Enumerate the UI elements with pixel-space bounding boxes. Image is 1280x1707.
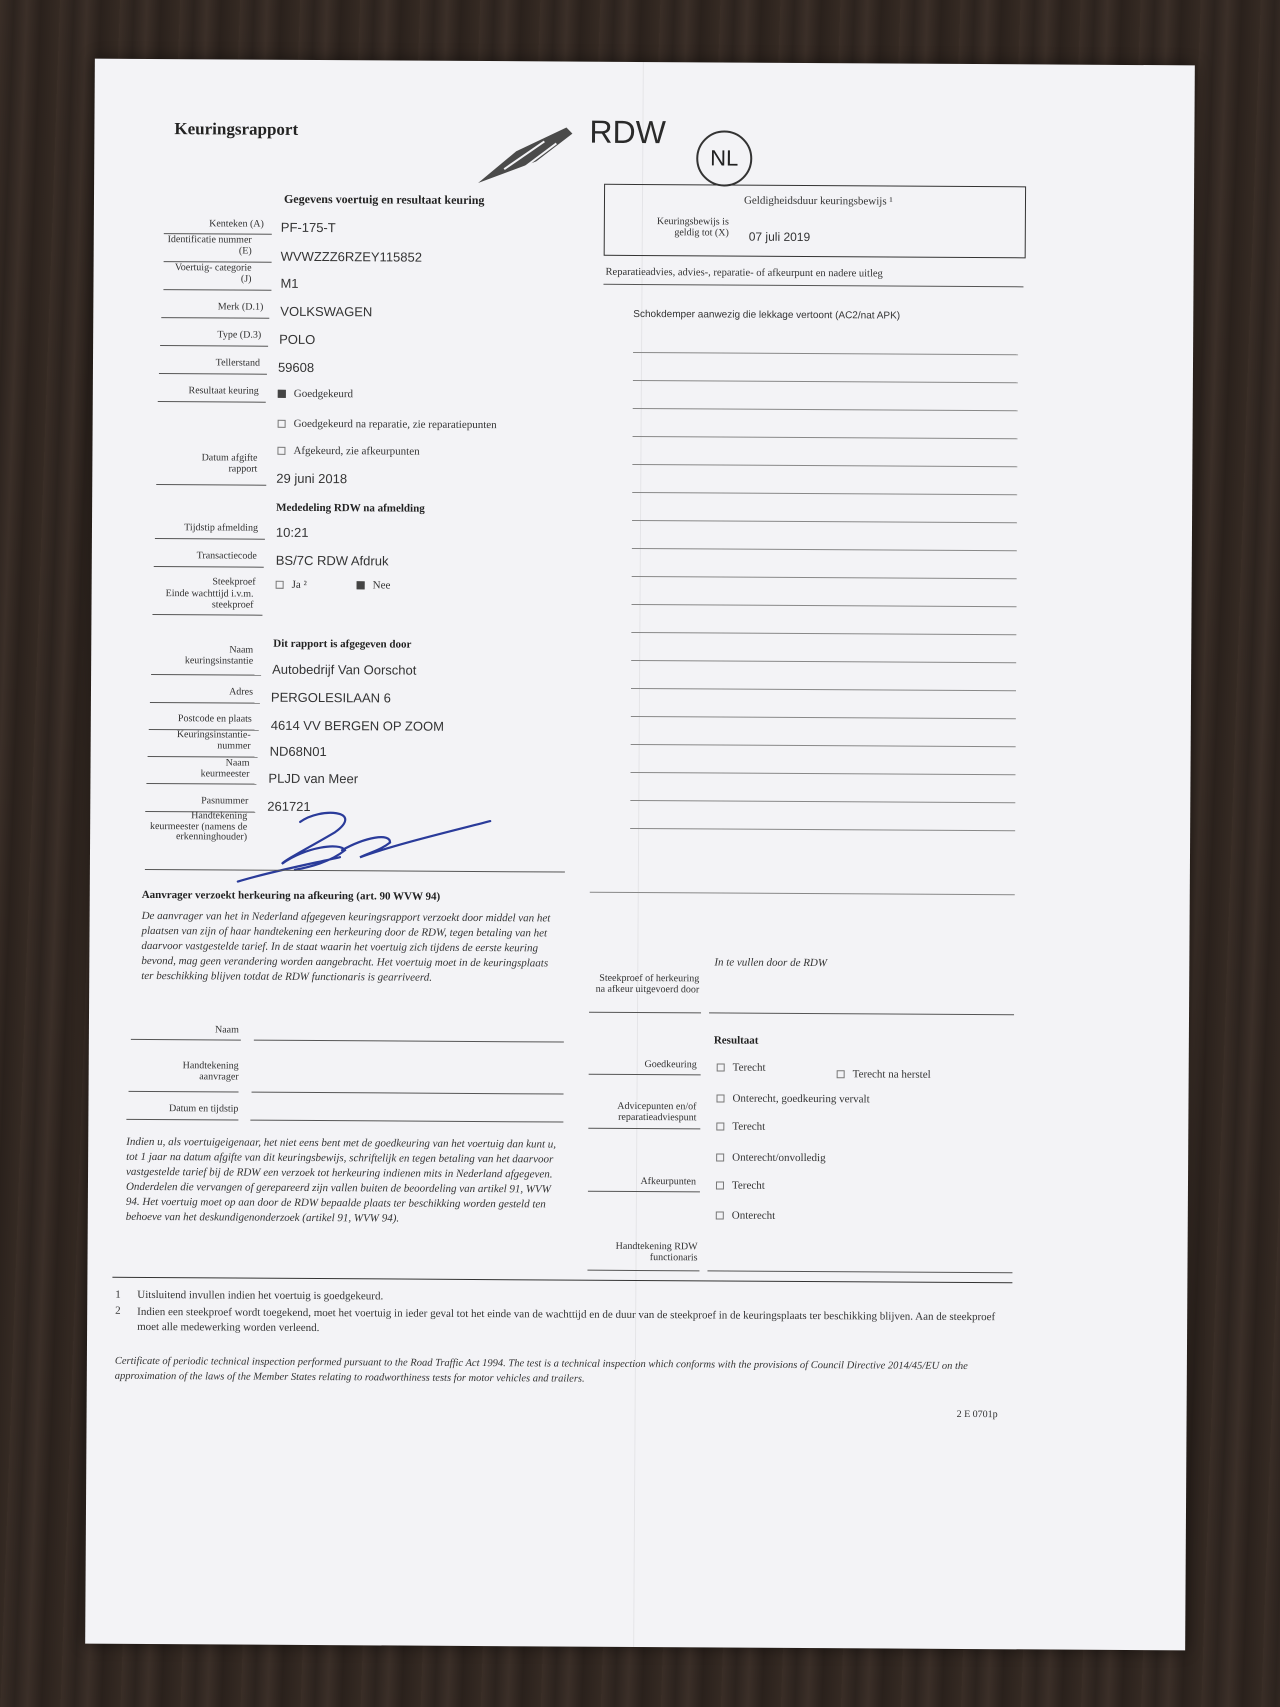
issuer-value-postcode: 4614 VV BERGEN OP ZOOM — [270, 717, 444, 734]
checkbox-icon — [277, 447, 285, 455]
request-name-label: Naam — [214, 1024, 239, 1036]
issuer-label-name: Naam keuringsinstantie — [184, 644, 254, 667]
approval-option-correct[interactable]: Terecht — [717, 1061, 766, 1073]
field-value-type: POLO — [279, 331, 316, 348]
field-label-categorie: Voertuig- categorie (J) — [174, 262, 252, 285]
reject-label: Afkeurpunten — [640, 1176, 697, 1188]
result-option-approved-after-repair[interactable]: Goedgekeurd na reparatie, zie reparatiepunten — [278, 418, 497, 431]
rdw-brand: RDW — [589, 113, 666, 151]
issuer-value-number: ND68N01 — [269, 743, 327, 760]
checkbox-icon — [276, 581, 284, 589]
checkbox-icon — [716, 1123, 724, 1131]
advice-label: Advicepunten en/of reparatieadviespunt — [617, 1100, 697, 1123]
signature-label: Handtekening keurmeester (namens de erkenninghouder) — [149, 810, 248, 843]
issuer-label-inspector: Naam keurmeester — [200, 757, 250, 780]
country-badge: NL — [696, 130, 752, 186]
date-label: Datum afgifte rapport — [201, 452, 258, 475]
issuer-label-number: Keuringsinstantie- nummer — [176, 729, 251, 752]
checkbox-icon — [716, 1095, 724, 1103]
sample-yes[interactable]: Ja ² — [276, 579, 307, 591]
rdw-result-title: Resultaat — [713, 1034, 759, 1047]
issuer-label-pass: Pasnummer — [201, 795, 249, 807]
reject-option-correct[interactable]: Terecht — [716, 1179, 765, 1191]
vehicle-section-title: Gegevens voertuig en resultaat keuring — [283, 191, 485, 208]
checkbox-icon — [837, 1071, 845, 1079]
approval-option-incorrect[interactable]: Onterecht, goedkeuring vervalt — [716, 1092, 869, 1105]
checkbox-checked-icon — [278, 390, 286, 398]
time-label: Tijdstip afmelding — [184, 522, 259, 534]
validity-label: Keuringsbewijs is geldig tot (X) — [656, 216, 729, 239]
issuer-title: Dit rapport is afgegeven door — [273, 637, 412, 651]
end-wait-label: Einde wachttijd i.v.m. steekproef — [165, 588, 254, 611]
result-label: Resultaat keuring — [188, 385, 259, 397]
checkbox-icon — [716, 1154, 724, 1162]
rdw-notice-title: Mededeling RDW na afmelding — [276, 501, 425, 515]
approval-label: Goedkeuring — [644, 1059, 697, 1071]
request-title: Aanvrager verzoekt herkeuring na afkeuring (art. 90 WVW 94) — [141, 888, 441, 903]
field-value-tellerstand: 59608 — [277, 359, 315, 376]
field-label-type: Type (D.3) — [217, 329, 262, 341]
footnote-text: Indien een steekproef wordt toegekend, moet het voertuig in ieder geval tot het einde van de wachttijd en de duur van de steekproef in de keuringsplaats ter beschikking blijven. Aan de steekproef moet alle medewerking worden verleend. — [137, 1305, 996, 1335]
certificate-text: Certificate of periodic technical inspection performed pursuant to the Road Traffic Act 1994. The test is a technical inspection which conforms with the provisions of Council Directive 2014/45/EU on the approximation of the laws of the Member States relating to roadworthiness tests for motor vehicles and trailers. — [114, 1355, 968, 1385]
checkbox-checked-icon — [357, 582, 365, 590]
rdw-sign-label: Handtekening RDW functionaris — [615, 1240, 698, 1263]
advice-option-incomplete[interactable]: Onterecht/onvolledig — [716, 1151, 826, 1164]
footnote-number: 2 — [115, 1304, 121, 1317]
transaction-value: BS/7C RDW Afdruk — [275, 552, 389, 569]
checkbox-icon — [716, 1182, 724, 1190]
form-code: 2 E 0701p — [956, 1408, 998, 1421]
issuer-value-name: Autobedrijf Van Oorschot — [272, 661, 417, 678]
report-title: Keuringsrapport — [174, 119, 299, 139]
transaction-label: Transactiecode — [196, 550, 257, 562]
issuer-label-address: Adres — [229, 686, 254, 698]
field-label-identificatie: Identificatie nummer (E) — [167, 234, 252, 257]
rdw-fill-title: In te vullen door de RDW — [714, 956, 828, 970]
repair-header: Reparatieadvies, advies-, reparatie- of afkeurpunt en nadere uitleg — [605, 266, 883, 280]
reject-option-incorrect[interactable]: Onterecht — [716, 1209, 775, 1221]
result-option-rejected[interactable]: Afgekeurd, zie afkeurpunten — [277, 445, 419, 458]
request-date-label: Datum en tijdstip — [168, 1103, 239, 1115]
rdw-logo-icon — [474, 123, 579, 186]
time-value: 10:21 — [275, 524, 309, 540]
checkbox-icon — [278, 420, 286, 428]
request-sign-label: Handtekening aanvrager — [182, 1060, 239, 1083]
issuer-value-pass: 261721 — [267, 798, 311, 814]
field-value-identificatie: WVWZZZ6RZEY115852 — [280, 248, 423, 265]
sample-label: Steekproef — [212, 576, 256, 588]
field-label-kenteken: Kenteken (A) — [209, 218, 264, 230]
result-option-approved[interactable]: Goedgekeurd — [278, 388, 353, 400]
date-value: 29 juni 2018 — [276, 470, 348, 487]
checkbox-icon — [717, 1064, 725, 1072]
issuer-label-postcode: Postcode en plaats — [177, 713, 252, 725]
request-notice: Indien u, als voertuigeigenaar, het niet eens bent met de goedkeuring van het voertuig dan kunt u, tot 1 jaar na datum afgifte van dit keuringsbewijs, schriftelijk en tegen betaling van het daarvoor vastgestelde tarief bij de RDW een verzoek tot herkeuring indienen mits in Nederland afgegeven. Onderdelen die vervangen of gerepareerd zijn vallen buiten de beoordeling van artikel 91, WVW 94. Het voertuig moet op aan door de RDW bepaalde plaats ter beschikking worden gesteld ten behoeve van het deskundigenonderzoek (artikel 91, WVW 94). — [125, 1135, 557, 1225]
field-label-tellerstand: Tellerstand — [215, 357, 261, 369]
advice-option-correct[interactable]: Terecht — [716, 1120, 765, 1132]
checkbox-icon — [716, 1212, 724, 1220]
request-text: De aanvrager van het in Nederland afgegeven keuringsrapport verzoekt door middel van het plaatsen van zijn of haar handtekening een herkeuring door de RDW, tegen betaling van het daarvoor vastgestelde tarief. In de staat waarin het voertuig zich tijdens de eerste keuring bevond, mag geen verandering worden aangebracht. Het voertuig moet in de keuringsplaats ter beschikking blijven totdat de RDW functionaris is gearriveerd. — [141, 909, 551, 984]
field-value-categorie: M1 — [280, 275, 299, 291]
validity-value: 07 juli 2019 — [748, 229, 811, 245]
paper-fold — [633, 62, 644, 1647]
field-value-merk: VOLKSWAGEN — [280, 303, 373, 320]
validity-title: Geldigheidsduur keuringsbewijs ¹ — [743, 194, 893, 208]
repair-item: Schokdemper aanwezig die lekkage vertoont (AC2/nat APK) — [633, 308, 901, 322]
footnote-text: Uitsluitend invullen indien het voertuig is goedgekeurd. — [137, 1288, 384, 1303]
approval-option-after-repair[interactable]: Terecht na herstel — [837, 1068, 931, 1081]
inspector-signature — [230, 798, 501, 888]
inspection-report-sheet — [85, 59, 1195, 1651]
issuer-value-address: PERGOLESILAAN 6 — [270, 689, 391, 706]
field-value-kenteken: PF-175-T — [280, 219, 336, 236]
field-label-merk: Merk (D.1) — [217, 301, 264, 313]
rdw-sample-label: Steekproef of herkeuring na afkeur uitgevoerd door — [595, 972, 700, 995]
issuer-value-inspector: PLJD van Meer — [268, 770, 359, 787]
footnote-number: 1 — [115, 1288, 121, 1301]
sample-no[interactable]: Nee — [357, 579, 391, 591]
